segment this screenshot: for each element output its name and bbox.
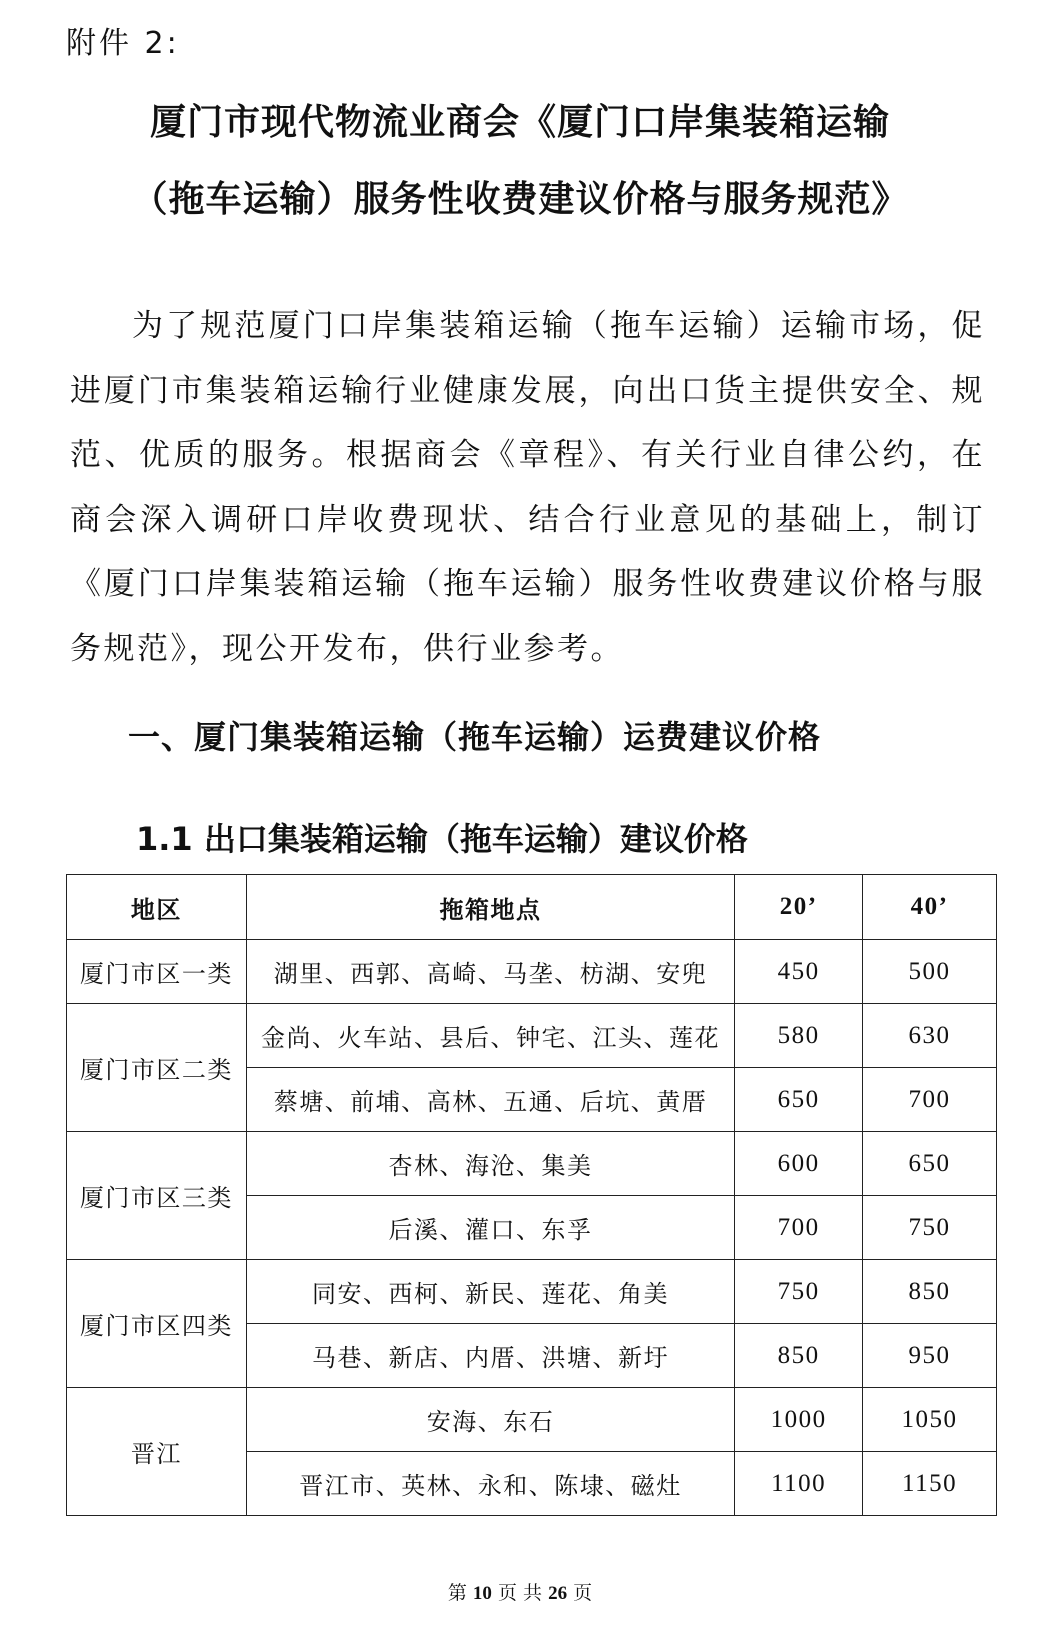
place-cell: 蔡塘、前埔、高林、五通、后坑、黄厝	[246, 1068, 734, 1132]
price-20-cell: 750	[735, 1260, 863, 1324]
region-cell: 厦门市区一类	[67, 940, 247, 1004]
price-40-cell: 1050	[863, 1388, 997, 1452]
table-row	[67, 1132, 997, 1196]
place-cell: 后溪、灌口、东孚	[246, 1196, 734, 1260]
document-title-line-2: （拖车运输）服务性收费建议价格与服务规范》	[131, 179, 909, 220]
page-footer	[0, 1578, 1040, 1605]
price-20-cell: 1000	[735, 1388, 863, 1452]
place-cell: 安海、东石	[246, 1388, 734, 1452]
intro-paragraph: 为了规范厦门口岸集装箱运输（拖车运输）运输市场，促进厦门市集装箱运输行业健康发展，向出口货主提供安全、规范、优质的服务。根据商会《章程》、有关行业自律公约，在商会深入调研口岸收费现状、结合行业意见的基础上，制订《厦门口岸集装箱运输（拖车运输）服务性收费建议价格与服务规范》，现公开发布，供行业参考。	[70, 308, 985, 667]
table-row	[67, 940, 997, 1004]
table-row	[67, 1388, 997, 1452]
header-region: 地区	[67, 875, 247, 940]
price-40-cell: 1150	[863, 1452, 997, 1516]
place-cell: 马巷、新店、内厝、洪塘、新圩	[246, 1324, 734, 1388]
document-title-line-1: 厦门市现代物流业商会《厦门口岸集装箱运输	[149, 102, 890, 143]
attachment-label: 附件 2:	[66, 26, 180, 61]
footer-total-pages: 26	[548, 1583, 568, 1604]
price-40-cell: 700	[863, 1068, 997, 1132]
footer-prefix: 第	[447, 1582, 467, 1604]
price-20-cell: 450	[735, 940, 863, 1004]
place-cell: 杏林、海沧、集美	[246, 1132, 734, 1196]
price-40-cell: 950	[863, 1324, 997, 1388]
header-40ft: 40’	[863, 875, 997, 940]
price-40-cell: 850	[863, 1260, 997, 1324]
table-row	[67, 1260, 997, 1324]
header-place: 拖箱地点	[246, 875, 734, 940]
region-cell: 晋江	[67, 1388, 247, 1516]
section-heading: 一、厦门集装箱运输（拖车运输）运费建议价格	[128, 718, 822, 756]
region-cell: 厦门市区三类	[67, 1132, 247, 1260]
price-40-cell: 500	[863, 940, 997, 1004]
footer-middle: 页 共	[497, 1582, 543, 1604]
subsection-heading: 1.1 出口集装箱运输（拖车运输）建议价格	[136, 820, 748, 858]
price-20-cell: 580	[735, 1004, 863, 1068]
region-cell: 厦门市区二类	[67, 1004, 247, 1132]
table-header-row	[67, 875, 997, 940]
price-40-cell: 650	[863, 1132, 997, 1196]
region-cell: 厦门市区四类	[67, 1260, 247, 1388]
price-20-cell: 600	[735, 1132, 863, 1196]
header-20ft: 20’	[735, 875, 863, 940]
place-cell: 湖里、西郭、高崎、马垄、枋湖、安兜	[246, 940, 734, 1004]
table-row	[67, 1004, 997, 1068]
place-cell: 同安、西柯、新民、莲花、角美	[246, 1260, 734, 1324]
price-20-cell: 650	[735, 1068, 863, 1132]
price-20-cell: 850	[735, 1324, 863, 1388]
price-40-cell: 750	[863, 1196, 997, 1260]
footer-suffix: 页	[573, 1582, 593, 1604]
price-40-cell: 630	[863, 1004, 997, 1068]
price-20-cell: 1100	[735, 1452, 863, 1516]
price-table	[66, 874, 997, 1516]
footer-page-number: 10	[472, 1583, 492, 1604]
place-cell: 金尚、火车站、县后、钟宅、江头、莲花	[246, 1004, 734, 1068]
price-20-cell: 700	[735, 1196, 863, 1260]
place-cell: 晋江市、英林、永和、陈埭、磁灶	[246, 1452, 734, 1516]
